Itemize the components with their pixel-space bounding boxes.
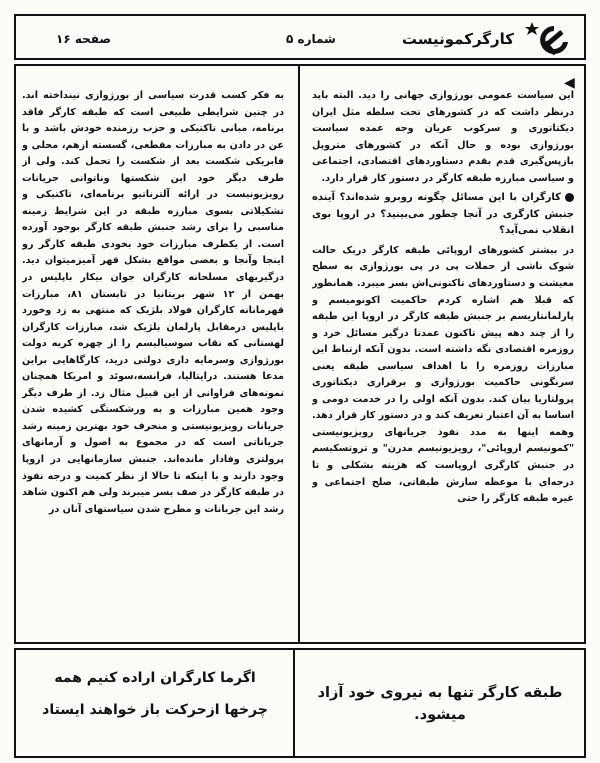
arrow-icon: ◀: [564, 75, 575, 91]
slogan-left-line-2: چرخها ازحرکت باز خواهند ایستاد: [42, 702, 268, 718]
bullet-icon: [565, 193, 574, 202]
article-column-left: [22, 88, 284, 636]
slogan-left-line-1: اگرما کارگران اراده کنیم همه: [54, 670, 256, 686]
article-paragraph: این سیاست عمومی بورژوازی جهانی را دید. البته باید درنظر داشت که در کشورهای تحت سلطه مثل ایران دیکتاتوری و سرکوب عریان وجه عمده سیاست بورژوازی بوده و حال آنکه در کشورهای متروپل بازپس‌گیری قدم بقدم دستاوردهای اقتصادی، اجتماعی و سیاسی مبارزه طبقه کارگر در دستور کار قرار دارد.: [312, 90, 574, 184]
column-divider: [298, 66, 300, 642]
article-paragraph: به فکر کسب قدرت سیاسی از بورژوازی نینداخته اند. در چنین شرایطی طبیعی است که طبقه کارگر فاقد برنامه، مبانی تاکتیکی و حزب رزمنده خودش باشد و با عن در دادن به مبارزات مقطعی، گسسته ازهم، محلی و فابریکی شکست بعد از شکست را تحمل کند. ولی از طرف دیگر خود این شکستها وناتوانی جریانات رویزیونیست در ارائه آلترناتیو برنامه‌ای، تاکتیکی و تشکیلاتی بسوی مبارزه طبقه در این شرایط زمینه مناسبی را برای رشد جنبش طبقه کارگر بوجود آورده است. از یکطرف مبارزات خود بخودی طبقه کارگر رو اینجا وآنجا و بعضی مواقع بشکل قهر آمیزمیتوان دید. درگیریهای مسلحانه کارگران جوان بیکار باپلیس در بهمن از ۱۲ شهر بریتانیا در تابستان ۸۱، مبارزات قهرمانانه کارگران فولاد بلژیک که منتهی به زد وخورد باپلیس درمقابل پارلمان بلژیک شد، مبارزات کارگران لهستانی که نقاب سوسیالیسم را از چهره کریه دولت بورژوازی وسرمایه داری دولتی درید، کارگاهایی براین مدعا هستند. درایتالیا، فرانسه،سوئد و امریکا همچنان نمونه‌های فراوانی از این قبیل مثال زد. از طرف دیگر وجود همین مبارزات و به ورشکستگی کشیده شدن جریانات رویزیونیستی و منحرف خود بهترین زمینه رشد جریاناتی است که در مجموع به اصول و آرمانهای پرولتری وفادار مانده‌اند. جنبش سازمانهایی در اروپا وجود دارند و با اینکه تا حالا از نظر کمیت و درجه نفوذ در طبقه کارگر در صف بسر میبرند ولی هم اکنون شاهد رشد این جریانات و مطرح شدن سیاستهای آنان در: [22, 90, 284, 515]
article-paragraph: در بیشتر کشورهای اروپائی طبقه کارگر دریک حالت شوک ناشی از حملات پی در پی بورژوازی به سطح معیشت و دستاوردهای تاکنونی‌اش بسر میبرد. همانطور که قبلا هم اشاره کردم حاکمیت اکونومیسم و پارلمانتاریسم بر جنبش طبقه کارگر در اروپا این طبقه را از چند دهه پیش تاکنون عمدتا درگیر مسائل خرد و روزمره اقتصادی نگه داشته است. بدون آنکه ارتباط این مبارزات روزمره را با اهداف سیاسی طبقه یعنی سرنگونی حاکمیت بورژوازی و برقراری دیکتاتوری پرولتاریا بیان کند. بدون آنکه اولی را در خدمت دومی و اساسا به آن اعتبار تعریف کند و در دستور کار قرار دهد. وهمه اینها به مدد نفوذ جریانهای رویزیونیستی "کمونیسم اروپائی"، رویزیونیسم مدرن" و تروتسکیسم در جنبش کارگری اروپاست که هزینه بشکلی و تا درجه‌ای با موعظه سازش طبقاتی، صلح اجتماعی و غیره طبقه کارگر را حتی: [312, 244, 574, 505]
article-column-right: [312, 88, 574, 636]
hammer-sickle-star-logo: [524, 20, 572, 60]
issue-number: شماره ۵: [286, 32, 336, 46]
slogan-right: طبقه کارگر تنها به نیروی خود آزاد میشود.: [317, 685, 563, 723]
footer-divider: [293, 650, 295, 756]
slogan-left: [30, 662, 280, 726]
publication-title: کارگرکمونیست: [401, 30, 514, 48]
interview-question-text: کارگران با این مسائل چگونه روبرو شده‌اند؟ آینده جنبش کارگری در آنجا چطور می‌بینید؟ در اروپا بوی انقلاب نمی‌آید؟: [312, 192, 574, 237]
page-header: [14, 14, 586, 60]
page-number: صفحه ۱۶: [56, 32, 111, 46]
interview-question: [312, 190, 574, 240]
